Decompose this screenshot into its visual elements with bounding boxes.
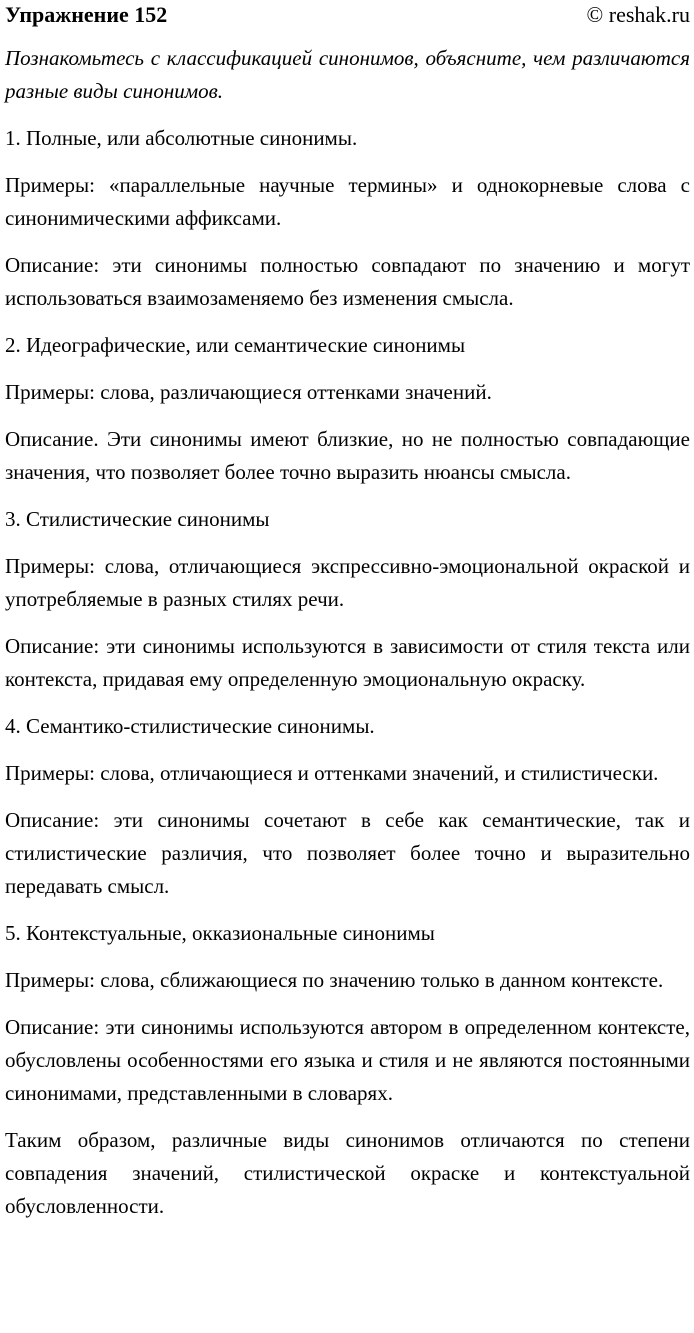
paragraph: Примеры: слова, отличающиеся и оттенками значений, и стилистически. [5, 761, 659, 785]
exercise-title: Упражнение 152 [5, 2, 168, 27]
paragraph: Описание. Эти синонимы имеют близкие, но не полностью совпадающие значения, что позволяет более точно выразить нюансы смысла. [5, 427, 690, 484]
paragraph: Описание: эти синонимы сочетают в себе как семантические, так и стилистические различия, что позволяет более точно и выразительно передавать смысл. [5, 808, 690, 898]
copyright: © reshak.ru [586, 2, 690, 27]
header [5, 0, 690, 34]
paragraph: 3. Стилистические синонимы [5, 507, 270, 531]
paragraph: Таким образом, различные виды синонимов отличаются по степени совпадения значений, стилистической окраске и контекстуальной обусловленности. [5, 1128, 690, 1218]
paragraph: Описание: эти синонимы используются автором в определенном контексте, обусловлены особенностями его языка и стиля и не являются постоянными синонимами, представленными в словарях. [5, 1015, 690, 1105]
paragraph: Примеры: слова, сближающиеся по значению только в данном контексте. [5, 968, 664, 992]
task-text: Познакомьтесь с классификацией синонимов, объясните, чем различаются разные виды синонимов. [5, 46, 690, 103]
paragraph: Описание: эти синонимы используются в зависимости от стиля текста или контекста, придавая ему определенную эмоциональную окраску. [5, 634, 690, 691]
paragraph: Описание: эти синонимы полностью совпадают по значению и могут использоваться взаимозаменяемо без изменения смысла. [5, 253, 690, 310]
paragraph: 5. Контекстуальные, окказиональные синонимы [5, 921, 435, 945]
paragraph: Примеры: «параллельные научные термины» и однокорневые слова с синонимическими аффиксами. [5, 173, 690, 230]
paragraph: 4. Семантико-стилистические синонимы. [5, 714, 375, 738]
paragraph: Примеры: слова, отличающиеся экспрессивно-эмоциональной окраской и употребляемые в разных стилях речи. [5, 554, 690, 611]
paragraph: 1. Полные, или абсолютные синонимы. [5, 126, 358, 150]
paragraph: Примеры: слова, различающиеся оттенками значений. [5, 380, 492, 404]
paragraph: 2. Идеографические, или семантические синонимы [5, 333, 466, 357]
answer-body [5, 122, 690, 1223]
